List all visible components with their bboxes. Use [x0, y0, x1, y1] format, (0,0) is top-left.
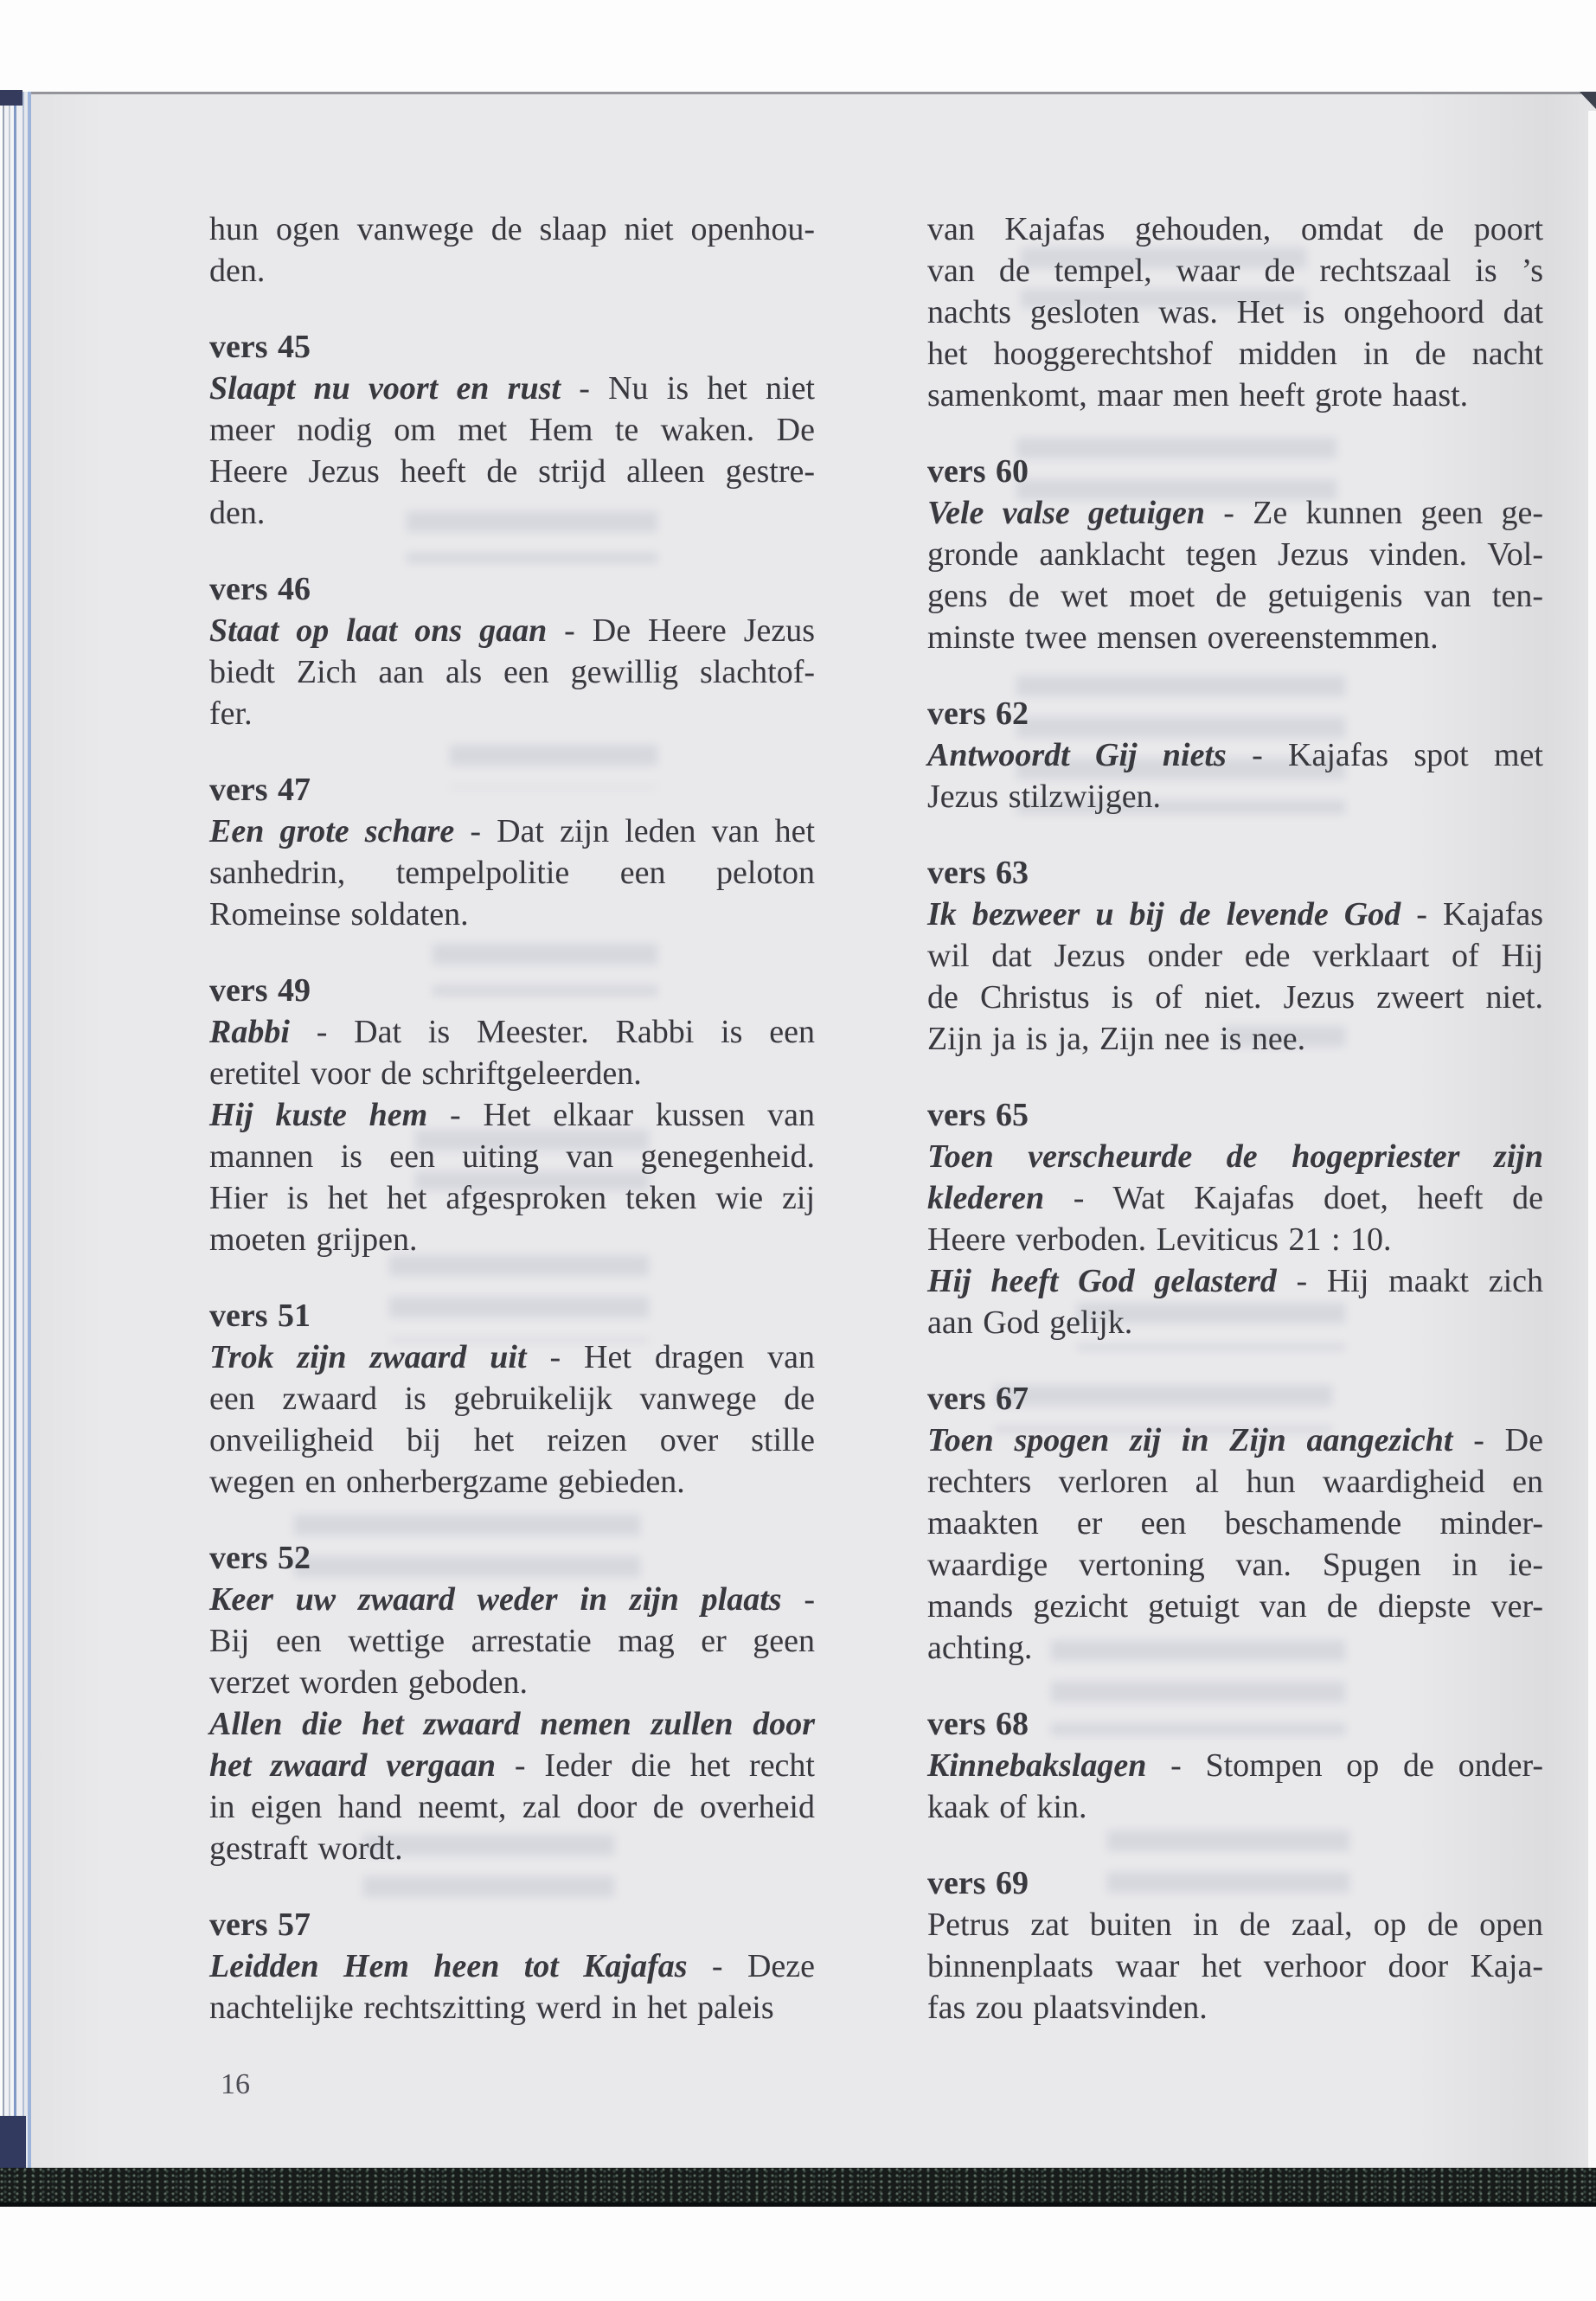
verse-lead-phrase: Toen verscheurde de hogepriester zijn: [927, 1138, 1543, 1175]
right-column: [927, 208, 1543, 2029]
text-line: Heere Jezus heeft de strijd alleen gestre-: [209, 453, 815, 490]
text-line: Romeinse soldaten.: [209, 896, 469, 933]
verse-lead-phrase: Slaapt nu voort en rust: [209, 370, 561, 407]
verse-block: [209, 970, 815, 1260]
verse-heading: vers 60: [927, 453, 1029, 490]
verse-paragraph: [927, 1260, 1543, 1343]
text-line: gestraft wordt.: [209, 1830, 403, 1867]
verse-heading: vers 52: [209, 1540, 311, 1576]
verse-block: [209, 1295, 815, 1503]
text-line: fas zou plaatsvinden.: [927, 1990, 1208, 2026]
verse-paragraph: [927, 208, 1543, 416]
text-line: een zwaard is gebruikelijk vanwege de: [209, 1381, 815, 1417]
verse-lead-phrase: Keer uw zwaard weder in zijn plaats: [209, 1581, 782, 1618]
verse-paragraph: [209, 208, 815, 292]
text-line: sanhedrin, tempelpolitie een peloton: [209, 855, 815, 891]
text-line: hun ogen vanwege de slaap niet openhou-: [209, 211, 815, 247]
text-line: [927, 1136, 1543, 1177]
verse-block: [209, 1904, 815, 2029]
verse-block: [927, 1862, 1543, 2029]
verse-paragraph: [927, 1420, 1543, 1669]
left-column: [209, 208, 815, 2029]
text-line: Slaapt nu voort en rust - Nu is het niet: [209, 370, 815, 407]
text-line: in eigen hand neemt, zal door de overheid: [209, 1789, 815, 1825]
text-line: nachtelijke rechtszitting werd in het paleis: [209, 1990, 774, 2026]
text-line: klederen - Wat Kajafas doet, heeft de: [927, 1180, 1543, 1216]
text-line: het zwaard vergaan - Ieder die het recht: [209, 1747, 815, 1784]
text-columns: [209, 208, 1543, 2029]
verse-block: [927, 208, 1543, 416]
verse-heading: vers 63: [927, 855, 1029, 891]
verse-lead-phrase: Kinnebakslagen: [927, 1747, 1147, 1784]
text-line: Toen spogen zij in Zijn aangezicht - De: [927, 1422, 1543, 1458]
verse-paragraph: [209, 1011, 815, 1094]
text-line: Ik bezweer u bij de levende God - Kajafas: [927, 896, 1543, 933]
verse-lead-phrase: Toen spogen zij in Zijn aangezicht: [927, 1422, 1453, 1458]
text-line: Jezus stilzwijgen.: [927, 779, 1162, 815]
text-line: moeten grijpen.: [209, 1221, 418, 1258]
text-line: Leidden Hem heen tot Kajafas - Deze: [209, 1948, 815, 1984]
verse-lead-phrase: Antwoordt Gij niets: [927, 737, 1227, 773]
text-line: wegen en onherbergzame gebieden.: [209, 1464, 685, 1500]
verse-paragraph: [209, 610, 815, 734]
text-line: aan God gelijk.: [927, 1304, 1133, 1341]
verse-heading: vers 62: [927, 695, 1029, 732]
verse-heading: vers 67: [927, 1381, 1029, 1417]
text-line: maakten er een beschamende minder-: [927, 1505, 1543, 1541]
verse-block: [927, 451, 1543, 658]
text-line: gronde aanklacht tegen Jezus vinden. Vol-: [927, 536, 1543, 573]
text-line: minste twee mensen overeenstemmen.: [927, 619, 1439, 656]
text-line: nachts gesloten was. Het is ongehoord dat: [927, 294, 1543, 330]
verse-paragraph: [209, 1094, 815, 1260]
verse-block: [209, 326, 815, 534]
text-line: onveiligheid bij het reizen over stille: [209, 1422, 815, 1458]
verse-lead-phrase: Staat op laat ons gaan: [209, 612, 548, 649]
verse-heading: vers 46: [209, 571, 311, 607]
text-line: van Kajafas gehouden, omdat de poort: [927, 211, 1543, 247]
text-line: Zijn ja is ja, Zijn nee is nee.: [927, 1021, 1306, 1057]
text-line: den.: [209, 495, 266, 531]
verse-lead-phrase: Allen die het zwaard nemen zullen door: [209, 1706, 815, 1742]
text-line: mannen is een uiting van genegenheid.: [209, 1138, 815, 1175]
text-line: Hier is het het afgesproken teken wie zij: [209, 1180, 815, 1216]
text-line: Keer uw zwaard weder in zijn plaats -: [209, 1581, 815, 1618]
verse-block: [209, 769, 815, 935]
text-line: waardige vertoning van. Spugen in ie-: [927, 1547, 1543, 1583]
text-line: biedt Zich aan als een gewillig slachtof-: [209, 654, 815, 690]
text-line: Vele valse getuigen - Ze kunnen geen ge-: [927, 495, 1543, 531]
verse-heading: vers 65: [927, 1097, 1029, 1133]
verse-paragraph: [209, 1703, 815, 1869]
verse-lead-phrase: klederen: [927, 1180, 1045, 1216]
verse-lead-phrase: Vele valse getuigen: [927, 495, 1206, 531]
text-line: Hij heeft God gelasterd - Hij maakt zich: [927, 1263, 1543, 1299]
text-line: Kinnebakslagen - Stompen op de onder-: [927, 1747, 1543, 1784]
verse-paragraph: [927, 1904, 1543, 2029]
verse-lead-phrase: Rabbi: [209, 1014, 290, 1050]
verse-lead-phrase: Een grote schare: [209, 813, 455, 849]
verse-heading: vers 57: [209, 1907, 311, 1943]
text-line: Bij een wettige arrestatie mag er geen: [209, 1623, 815, 1659]
text-line: mands gezicht getuigt van de diepste ver-: [927, 1588, 1543, 1625]
verse-lead-phrase: Trok zijn zwaard uit: [209, 1339, 527, 1375]
verse-lead-phrase: het zwaard vergaan: [209, 1747, 496, 1784]
text-line: fer.: [209, 695, 253, 732]
text-line: Een grote schare - Dat zijn leden van het: [209, 813, 815, 849]
text-line: Staat op laat ons gaan - De Heere Jezus: [209, 612, 816, 649]
verse-heading: vers 49: [209, 972, 311, 1009]
book-cover-bottom-edge: [0, 2168, 1596, 2207]
verse-heading: vers 51: [209, 1298, 311, 1334]
verse-paragraph: [927, 1745, 1543, 1828]
cover-corner-bottom-left: [0, 2116, 26, 2168]
verse-paragraph: [927, 1136, 1543, 1260]
text-line: het hooggerechtshof midden in de nacht: [927, 336, 1543, 372]
verse-paragraph: [927, 734, 1543, 817]
text-line: van de tempel, waar de rechtszaal is ’s: [927, 253, 1543, 289]
verse-heading: vers 69: [927, 1865, 1029, 1901]
verse-paragraph: [209, 1579, 815, 1703]
text-line: binnenplaats waar het verhoor door Kaja-: [927, 1948, 1543, 1984]
text-line: wil dat Jezus onder ede verklaart of Hij: [927, 938, 1543, 974]
verse-paragraph: [927, 492, 1543, 658]
verse-block: [209, 568, 815, 734]
page: [0, 92, 1596, 2170]
text-line: kaak of kin.: [927, 1789, 1087, 1825]
verse-block: [927, 852, 1543, 1060]
text-line: meer nodig om met Hem te waken. De: [209, 412, 815, 448]
text-line: Petrus zat buiten in de zaal, op de open: [927, 1907, 1543, 1943]
verse-block: [927, 1703, 1543, 1828]
verse-heading: vers 68: [927, 1706, 1029, 1742]
cover-corner-top-left: [0, 90, 22, 106]
verse-paragraph: [209, 811, 815, 935]
text-line: Hij kuste hem - Het elkaar kussen van: [209, 1097, 816, 1133]
verse-paragraph: [209, 1336, 815, 1503]
text-line: gens de wet moet de getuigenis van ten-: [927, 578, 1543, 614]
text-line: den.: [209, 253, 266, 289]
text-line: de Christus is of niet. Jezus zweert niet.: [927, 979, 1543, 1016]
verse-paragraph: [209, 1945, 815, 2029]
verse-lead-phrase: Leidden Hem heen tot Kajafas: [209, 1948, 688, 1984]
verse-block: [209, 208, 815, 292]
verse-block: [927, 1094, 1543, 1343]
text-line: eretitel voor de schriftgeleerden.: [209, 1055, 642, 1092]
text-line: achting.: [927, 1630, 1033, 1666]
verse-heading: vers 47: [209, 772, 311, 808]
page-edge-right: [1588, 111, 1596, 2168]
verse-lead-phrase: Hij heeft God gelasterd: [927, 1263, 1277, 1299]
verse-lead-phrase: Ik bezweer u bij de levende God: [927, 896, 1401, 933]
page-edges-binding: [0, 92, 38, 2168]
page-number: 16: [221, 2068, 250, 2100]
text-line: verzet worden geboden.: [209, 1664, 529, 1701]
text-line: Rabbi - Dat is Meester. Rabbi is een: [209, 1014, 815, 1050]
verse-block: [927, 693, 1543, 817]
text-line: [209, 1703, 815, 1745]
verse-paragraph: [927, 894, 1543, 1060]
verse-block: [927, 1378, 1543, 1669]
verse-paragraph: [209, 368, 815, 534]
verse-heading: vers 45: [209, 329, 311, 365]
verse-block: [209, 1537, 815, 1869]
text-line: Trok zijn zwaard uit - Het dragen van: [209, 1339, 815, 1375]
text-line: Antwoordt Gij niets - Kajafas spot met: [927, 737, 1543, 773]
text-line: samenkomt, maar men heeft grote haast.: [927, 377, 1469, 413]
text-line: rechters verloren al hun waardigheid en: [927, 1464, 1543, 1500]
verse-lead-phrase: Hij kuste hem: [209, 1097, 428, 1133]
text-line: Heere verboden. Leviticus 21 : 10.: [927, 1221, 1392, 1258]
